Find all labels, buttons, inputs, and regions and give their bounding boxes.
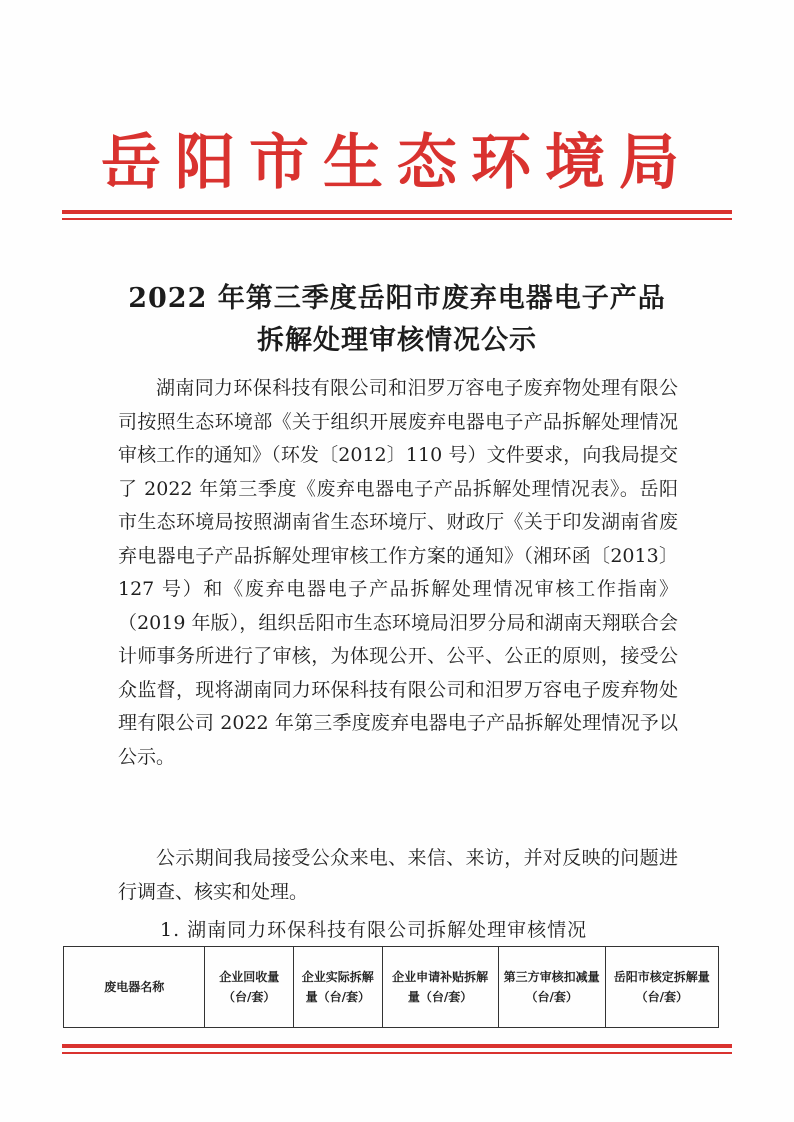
table-header-cell: 第三方审核扣减量（台/套）: [498, 947, 605, 1028]
body-paragraph-2: 公示期间我局接受公众来电、来信、来访，并对反映的问题进行调查、核实和处理。: [118, 847, 678, 903]
header-red-rule-thin: [62, 218, 732, 220]
footer-red-rule-thick: [62, 1044, 732, 1048]
document-title-line-1: 2022 年第三季度岳阳市废弃电器电子产品: [128, 283, 666, 314]
table-header-cell: 废电器名称: [64, 947, 205, 1028]
table-header-cell: 岳阳市核定拆解量（台/套）: [605, 947, 718, 1028]
table-header-cell: 企业实际拆解量（台/套）: [294, 947, 383, 1028]
table-header-row: [64, 947, 719, 1028]
document-title-line-2: 拆解处理审核情况公示: [257, 325, 537, 356]
table-header-cell: 企业申请补贴拆解量（台/套）: [382, 947, 498, 1028]
table-header-cell: 企业回收量（台/套）: [205, 947, 294, 1028]
review-table: [63, 946, 719, 1028]
footer-red-rule-thin: [62, 1052, 732, 1054]
issuer-masthead: 岳阳市生态环境局: [101, 128, 693, 198]
body-paragraph-1: 湖南同力环保科技有限公司和汨罗万容电子废弃物处理有限公司按照生态环境部《关于组织开展废弃电器电子产品拆解处理情况审核工作的通知》（环发〔2012〕110 号）文件要求，向我局提交了 2022 年第三季度《废弃电器电子产品拆解处理情况表》。岳阳市生态环境局按照湖南省生态环境厅、财政厅《关于印发湖南省废弃电器电子产品拆解处理审核工作方案的通知》（湘环函〔2013〕127 号）和《废弃电器电子产品拆解处理情况审核工作指南》（2019 年版），组织岳阳市生态环境局汨罗分局和湖南天翔联合会计师事务所进行了审核，为体现公开、公平、公正的原则，接受公众监督，现将湖南同力环保科技有限公司和汨罗万容电子废弃物处理有限公司 2022 年第三季度废弃电器电子产品拆解处理情况予以公示。: [118, 377, 678, 768]
section-1-heading: 1. 湖南同力环保科技有限公司拆解处理审核情况: [160, 919, 588, 941]
header-red-rule-thick: [62, 210, 732, 214]
